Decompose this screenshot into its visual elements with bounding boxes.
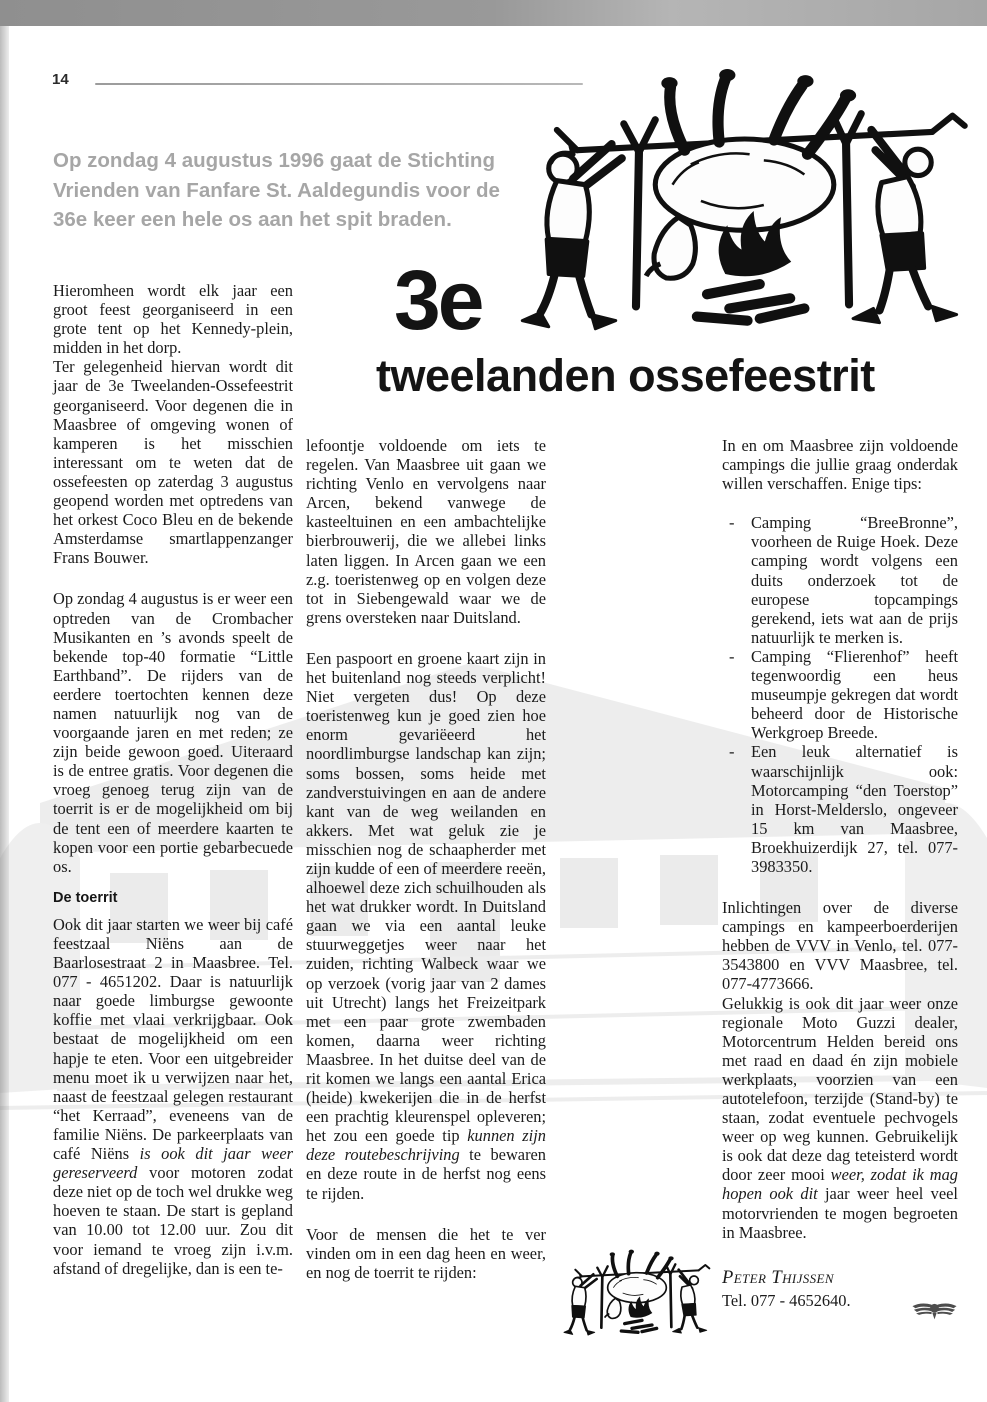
- text-run-italic: is ook dit jaar weer gereserveerd: [53, 1144, 293, 1183]
- headline-prefix: 3e: [394, 253, 482, 347]
- text-run: Gelukkig is ook dit jaar weer onze regionale Moto Guzzi dealer, Motorcentrum Helden bereid ons met raad en daad én zijn mobiele werkplaats, voorzien van een autotelefoon, terzijde (Stand-by) te staan, zodat eventuele pechvogels weer op weg kunnen. Gebruikelijk is ook dat deze dag teteisterd wordt door zeer mooi: [722, 993, 958, 1185]
- paragraph: [306, 649, 546, 1203]
- text-run: te bewaren en deze route in de herfst nog eens te rijden.: [306, 1145, 546, 1203]
- text-run-italic: kunnen zijn deze routebeschrijving: [306, 1126, 546, 1165]
- article-column-1: [53, 281, 293, 1278]
- list-item: [722, 742, 958, 876]
- text-run: jaar weer heel veel motorvrienden te mogen begroeten in Maasbree.: [722, 1184, 958, 1242]
- scan-edge-top: [0, 0, 987, 26]
- bullet-marker: -: [729, 513, 735, 533]
- list-item-text: Camping “BreeBronne”, voorheen de Ruige Hoek. Deze camping wordt volgens een duits onderzoek tot de europese topcampings gerekend, iets wat aan de prijs natuurlijk te merken is.: [751, 513, 958, 647]
- text-run: Ook dit jaar starten we weer bij café feestzaal Niëns aan de Baarlosestraat 2 in Maasbree. Tel. 077 - 4651202. Daar is natuurlijk naar goede limburgse gewoonte koffie met vlaai verkrijgbaar. Ook bestaat de mogelijkheid om een hapje te eten. Voor een uitgebreider menu moet ik u verwijzen naar het, naast de feestzaal gelegen restaurant “het Kerraad”, eveneens van de familie Niëns. De parkeerplaats van café Niëns: [53, 914, 293, 1164]
- list-item: [722, 513, 958, 647]
- intro-teaser: Op zondag 4 augustus 1996 gaat de Stichting Vrienden van Fanfare St. Aaldegundis voor de 36e keer een hele os aan het spit braden.: [53, 149, 500, 231]
- list-item-text: Camping “Flierenhof” heeft tegenwoordig een heus museumpje gekregen dat wordt beheerd door de Historische Werkgroep Breede.: [751, 646, 958, 743]
- list-item: [722, 647, 958, 742]
- paragraph: Op zondag 4 augustus is er weer een optreden van de Crombacher Musikanten en ’s avonds speelt de bekende top-40 formatie “Little Earthband”. De rijders van de eerdere toertochten kennen deze namen natuurlijk nog van de voorgaande jaren en met reden; ze zijn beide gewoon goed. Uiteraard is de entree gratis. Voor degenen die vroeg genoeg terug zijn van de toerrit is er de mogelijkheid om bij de tent een of meerdere kaarten te kopen voor een portie gebarbecuede os.: [53, 589, 293, 876]
- text-run-italic: weer, zodat ik mag hopen ook dit: [722, 1165, 958, 1204]
- paragraph: [722, 994, 958, 1242]
- paragraph: Ter gelegenheid hiervan wordt dit jaar de 3e Tweelanden-Ossefeestrit georganiseerd. Voor degenen die in Maasbree of omgeving wonen of kamperen is het misschien interessant om te weten dat de ossefeesten op zaterdag 3 augustus geopend worden met optredens van het orkest Coco Bleu en de bekende Amsterdamse smartlappenzanger Frans Bouwer.: [53, 357, 293, 568]
- bullet-marker: -: [729, 646, 735, 666]
- text-run: voor motoren zodat deze niet op de toch wel drukke weg hoeven te staan. De start is gepland van 10.00 tot 12.00 uur. Zou dit voor iemand te vroeg zijn i.v.m. afstand of dregelijke, dan is een te-: [53, 1163, 293, 1278]
- tips-list: [722, 513, 958, 876]
- winged-emblem-icon: [911, 1297, 958, 1324]
- section-heading: De toerrit: [53, 889, 118, 906]
- paragraph: [53, 915, 293, 1278]
- author-phone: Tel. 077 - 4652640.: [722, 1290, 851, 1310]
- paragraph: Voor de mensen die het te ver vinden om in een dag heen en weer, en nog de toerrit te rijden:: [306, 1224, 546, 1282]
- paragraph: Hieromheen wordt elk jaar een groot feest georganiseerd in een grote tent op het Kennedy-plein, midden in het dorp.: [53, 281, 293, 358]
- page-title: tweelanden ossefeestrit: [376, 350, 875, 401]
- paragraph: Inlichtingen over de diverse campings en kampeerboerderijen hebben de VVV in Venlo, tel. 077-3543800 en VVV Maasbree, tel. 077-4773666.: [722, 898, 958, 994]
- article-column-2: [306, 436, 546, 1282]
- paragraph: In en om Maasbree zijn voldoende campings die jullie graag onderdak willen verschaffen. Enige tips:: [722, 436, 958, 494]
- ox-spit-roast-illustration: [498, 64, 985, 350]
- ox-spit-roast-illustration-small: [556, 1246, 716, 1344]
- page-number: 14: [52, 71, 69, 88]
- author-name: Peter Thijssen: [722, 1267, 834, 1288]
- article-column-3: [722, 436, 958, 1310]
- paragraph: lefoontje voldoende om iets te regelen. Van Maasbree uit gaan we richting Venlo en vervolgens naar Arcen, bekend vanwege de kasteeltuinen en een ambachtelijke bierbrouwerij, die we allebei links laten liggen. In Arcen gaan we een z.g. toeristenweg op en volgen deze tot in Siebengewald waar we de grens oversteken naar Duitsland.: [306, 436, 546, 627]
- bullet-marker: -: [729, 742, 735, 762]
- text-run: Een paspoort en groene kaart zijn in het buitenland nog steeds verplicht! Niet vergeten dus! Op deze toeristenweg kun je goed zien hoe enorm gevariëeerd het noordlimburgse landschap kan zijn; soms bossen, soms heide met zandverstuivingen en aan de andere kant van de weg weilanden en akkers. Met wat geluk zie je misschien nog de schaapherder met zijn kudde of een of meerdere reeën, alhoewel deze zich schuilhouden als het wat drukker wordt. In Duitsland gaan we via een aantal leuke stuurweggetjes weer naar het zuiden, richting Walbeck waar we op verzoek (vorig jaar van 2 dames uit Utrecht) langs het Freizeitpark met een paar grote zwembaden komen, daarna weer richting Maasbree. In het duitse deel van de rit komen we langs een aantal Erica (heide) kwekerijen die in de herfst een prachtig kleurenspel opleveren; het zou een goede tip: [306, 648, 546, 1146]
- list-item-text: Een leuk alternatief is waarschijnlijk ook: Motorcamping “den Toerstop” in Horst-Melderslo, ongeveer 15 km van Maasbree, Broekhuizerdijk 27, tel. 077-3983350.: [751, 742, 958, 876]
